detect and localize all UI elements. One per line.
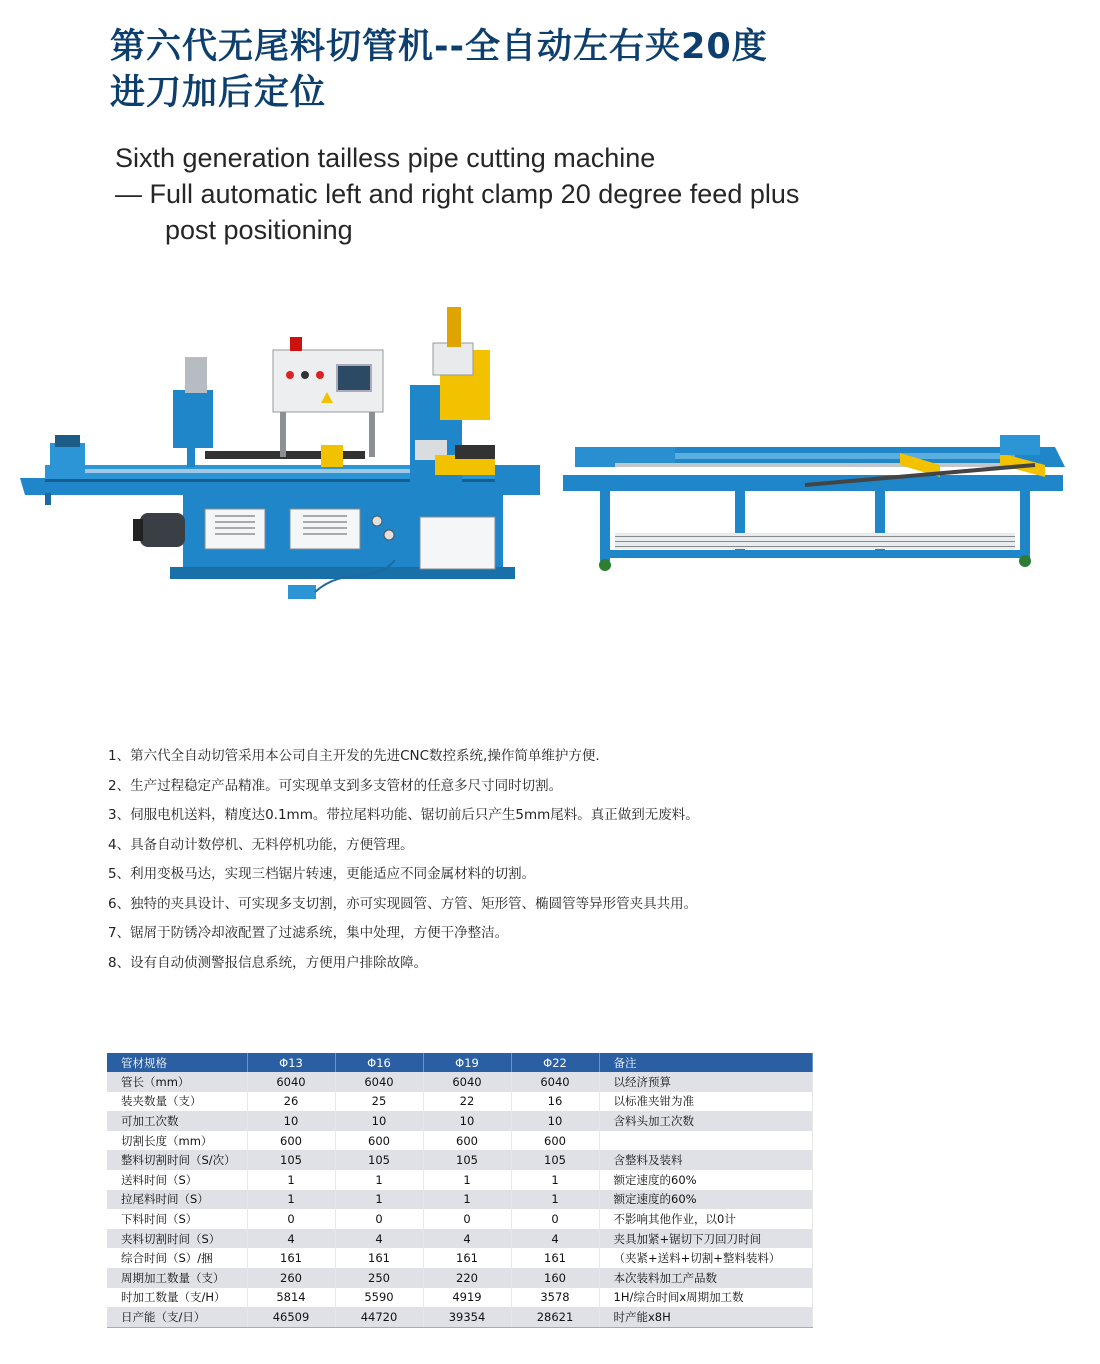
row-value: 1 [423, 1190, 511, 1210]
row-value: 4 [423, 1229, 511, 1249]
table-row [107, 1268, 812, 1288]
row-note: 不影响其他作业，以0计 [599, 1209, 812, 1229]
table-row [107, 1288, 812, 1308]
header-d19: Φ19 [423, 1053, 511, 1072]
row-value: 10 [423, 1111, 511, 1131]
feature-item-2: 2、生产过程稳定产品精准。可实现单支到多支管材的任意多尺寸同时切割。 [108, 777, 563, 794]
header-note: 备注 [599, 1053, 812, 1072]
header-d22: Φ22 [511, 1053, 599, 1072]
title-en-line-2: — Full automatic left and right clamp 20 degree feed plus [115, 179, 800, 209]
header-d13: Φ13 [247, 1053, 335, 1072]
row-label: 切割长度（mm） [107, 1131, 247, 1151]
row-note: 以标准夹钳为准 [599, 1092, 812, 1112]
row-value: 1 [247, 1170, 335, 1190]
row-note: 以经济预算 [599, 1072, 812, 1092]
row-value: 250 [335, 1268, 423, 1288]
table-row [107, 1131, 812, 1151]
feature-item-1: 1、第六代全自动切管采用本公司自主开发的先进CNC数控系统,操作简单维护方便. [108, 748, 600, 764]
row-value: 1 [335, 1190, 423, 1210]
row-label: 可加工次数 [107, 1111, 247, 1131]
table-header-row [107, 1053, 812, 1072]
row-value: 260 [247, 1268, 335, 1288]
feature-list [108, 742, 1008, 978]
table-row [107, 1190, 812, 1210]
row-value: 161 [247, 1248, 335, 1268]
row-value: 5814 [247, 1288, 335, 1308]
row-value: 6040 [335, 1072, 423, 1092]
row-value: 1 [335, 1170, 423, 1190]
row-value: 6040 [511, 1072, 599, 1092]
row-value: 5590 [335, 1288, 423, 1308]
row-value: 160 [511, 1268, 599, 1288]
row-value: 0 [511, 1209, 599, 1229]
header-d16: Φ16 [335, 1053, 423, 1072]
table-row [107, 1307, 812, 1327]
table-row [107, 1092, 812, 1112]
row-value: 105 [247, 1150, 335, 1170]
row-value: 1 [423, 1170, 511, 1190]
row-label: 下料时间（S） [107, 1209, 247, 1229]
row-value: 3578 [511, 1288, 599, 1308]
feature-item-3: 3、伺服电机送料，精度达0.1mm。带拉尾料功能、锯切前后只产生5mm尾料。真正做到无废料。 [108, 807, 699, 823]
row-value: 25 [335, 1092, 423, 1112]
table-row [107, 1170, 812, 1190]
feature-item-5: 5、利用变极马达，实现三档锯片转速，更能适应不同金属材料的切割。 [108, 866, 536, 882]
feature-item-7: 7、锯屑于防锈冷却液配置了过滤系统，集中处理，方便干净整洁。 [108, 925, 509, 941]
table-row [107, 1072, 812, 1092]
table-row [107, 1111, 812, 1131]
row-value: 0 [423, 1209, 511, 1229]
feature-item-8: 8、设有自动侦测警报信息系统，方便用户排除故障。 [108, 954, 428, 971]
row-label: 周期加工数量（支） [107, 1268, 247, 1288]
row-value: 16 [511, 1092, 599, 1112]
row-value: 4 [335, 1229, 423, 1249]
row-label: 拉尾料时间（S） [107, 1190, 247, 1210]
row-value: 161 [335, 1248, 423, 1268]
page-title-cn [110, 24, 970, 116]
row-label: 日产能（支/日） [107, 1307, 247, 1327]
row-label: 整料切割时间（S/次） [107, 1150, 247, 1170]
row-label: 夹料切割时间（S） [107, 1229, 247, 1249]
title-en-line-3: post positioning [165, 215, 353, 245]
row-value: 1 [247, 1190, 335, 1210]
row-value: 161 [511, 1248, 599, 1268]
table-row [107, 1150, 812, 1170]
row-value: 4919 [423, 1288, 511, 1308]
table-row [107, 1209, 812, 1229]
table-row [107, 1248, 812, 1268]
row-value: 10 [247, 1111, 335, 1131]
row-value: 26 [247, 1092, 335, 1112]
row-value: 600 [247, 1131, 335, 1151]
row-value: 161 [423, 1248, 511, 1268]
row-note: 夹具加紧+锯切下刀回刀时间 [599, 1229, 812, 1249]
row-value: 105 [511, 1150, 599, 1170]
row-value: 4 [511, 1229, 599, 1249]
row-value: 105 [423, 1150, 511, 1170]
table-row [107, 1229, 812, 1249]
row-note: 1H/综合时间x周期加工数 [599, 1288, 812, 1308]
row-value: 1 [511, 1190, 599, 1210]
row-label: 时加工数量（支/H） [107, 1288, 247, 1308]
row-note: （夹紧+送料+切割+整料装料） [599, 1248, 812, 1268]
row-value: 105 [335, 1150, 423, 1170]
row-note: 时产能x8H [599, 1307, 812, 1327]
row-value: 39354 [423, 1307, 511, 1327]
row-value: 6040 [247, 1072, 335, 1092]
spec-table [107, 1053, 813, 1328]
machine-illustration [15, 295, 1075, 615]
header-spec: 管材规格 [107, 1053, 247, 1072]
row-label: 装夹数量（支） [107, 1092, 247, 1112]
row-value: 600 [423, 1131, 511, 1151]
row-note: 含料头加工次数 [599, 1111, 812, 1131]
row-value: 46509 [247, 1307, 335, 1327]
page-title-en [115, 140, 995, 248]
row-value: 28621 [511, 1307, 599, 1327]
row-label: 送料时间（S） [107, 1170, 247, 1190]
feature-item-4: 4、具备自动计数停机、无料停机功能，方便管理。 [108, 836, 414, 853]
row-value: 44720 [335, 1307, 423, 1327]
title-cn-line-2: 进刀加后定位 [110, 73, 327, 113]
row-value: 600 [511, 1131, 599, 1151]
row-note: 本次装料加工产品数 [599, 1268, 812, 1288]
row-value: 10 [511, 1111, 599, 1131]
row-value: 220 [423, 1268, 511, 1288]
row-value: 22 [423, 1092, 511, 1112]
row-note: 额定速度的60% [599, 1170, 812, 1190]
title-en-line-1: Sixth generation tailless pipe cutting machine [115, 143, 656, 173]
row-note [599, 1131, 812, 1151]
row-value: 0 [335, 1209, 423, 1229]
row-value: 0 [247, 1209, 335, 1229]
title-cn-line-1: 第六代无尾料切管机--全自动左右夹20度 [110, 27, 768, 67]
row-value: 4 [247, 1229, 335, 1249]
row-value: 1 [511, 1170, 599, 1190]
row-value: 6040 [423, 1072, 511, 1092]
feature-item-6: 6、独特的夹具设计、可实现多支切割，亦可实现圆管、方管、矩形管、椭圆管等异形管夹具共用。 [108, 895, 698, 912]
row-label: 综合时间（S）/捆 [107, 1248, 247, 1268]
row-value: 600 [335, 1131, 423, 1151]
row-note: 额定速度的60% [599, 1190, 812, 1210]
row-value: 10 [335, 1111, 423, 1131]
row-note: 含整料及装料 [599, 1150, 812, 1170]
row-label: 管长（mm） [107, 1072, 247, 1092]
